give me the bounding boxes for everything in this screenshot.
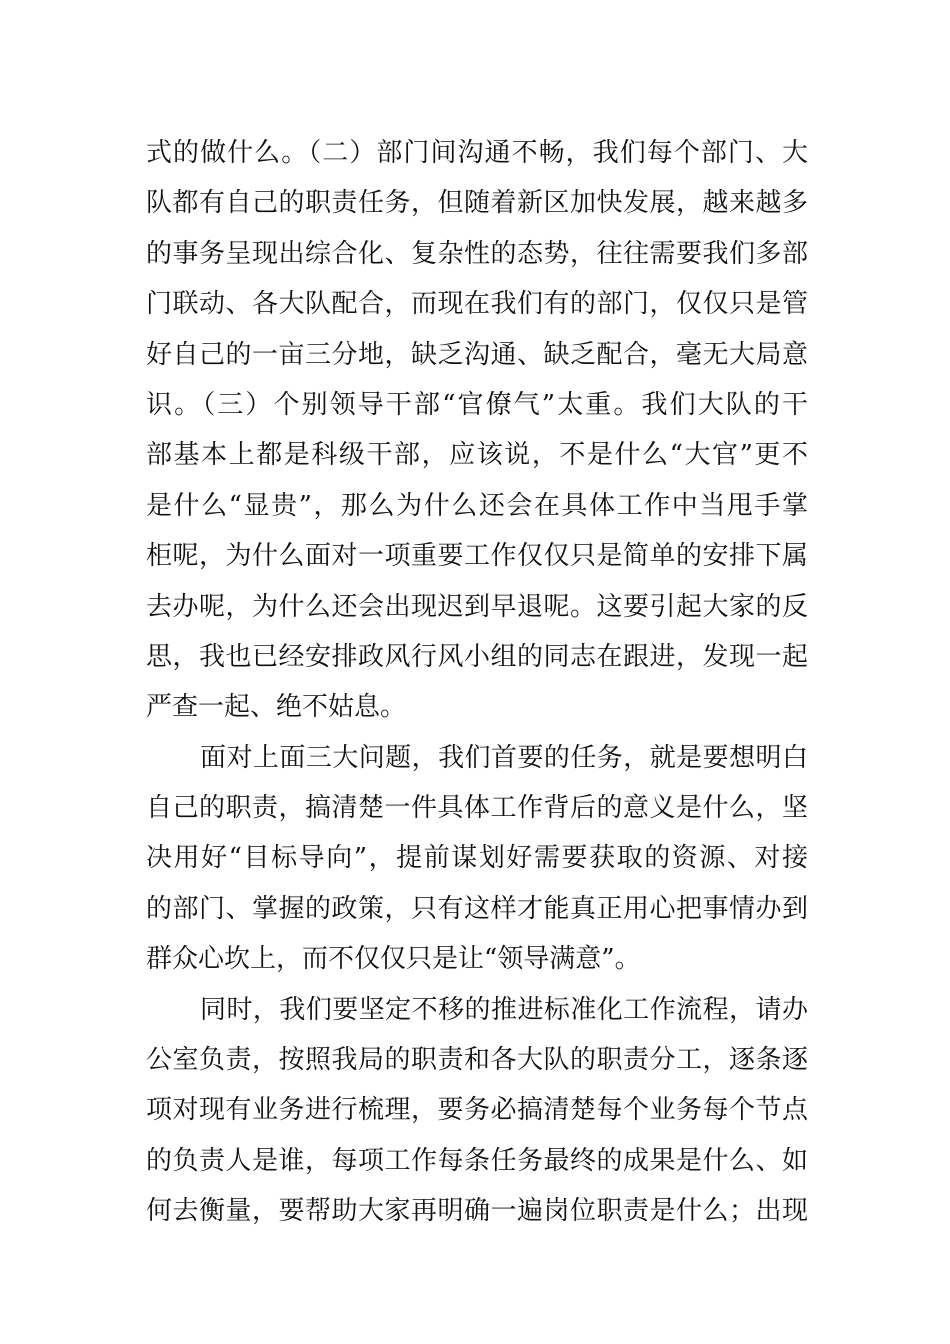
text-line: 柜呢，为什么面对一项重要工作仅仅只是简单的安排下属 xyxy=(146,541,808,572)
text-line: 思，我也已经安排政风行风小组的同志在跟进，发现一起 xyxy=(146,641,808,672)
text-line: 的部门、掌握的政策，只有这样才能真正用心把事情办到 xyxy=(146,893,808,924)
text-line: 队都有自己的职责任务，但随着新区加快发展，越来越多 xyxy=(146,188,808,219)
text-line: 式的做什么。（二）部门间沟通不畅，我们每个部门、大 xyxy=(146,138,808,168)
text-line: 好自己的一亩三分地，缺乏沟通、缺乏配合，毫无大局意 xyxy=(146,339,808,370)
text-line: 严查一起、绝不姑息。 xyxy=(146,692,407,723)
body-text xyxy=(146,128,808,1237)
paragraph-start-line: 同时，我们要坚定不移的推进标准化工作流程，请办 xyxy=(200,994,808,1025)
text-line: 的事务呈现出综合化、复杂性的态势，往往需要我们多部 xyxy=(146,238,808,269)
text-line: 群众心坎上，而不仅仅只是让“领导满意”。 xyxy=(146,944,641,975)
text-line: 决用好“目标导向”，提前谋划好需要获取的资源、对接 xyxy=(146,843,808,874)
text-line: 去办呢，为什么还会出现迟到早退呢。这要引起大家的反 xyxy=(146,591,808,622)
text-line: 部基本上都是科级干部，应该说，不是什么“大官”更不 xyxy=(146,440,808,471)
text-line: 门联动、各大队配合，而现在我们有的部门，仅仅只是管 xyxy=(146,289,808,320)
text-line: 是什么“显贵”，那么为什么还会在具体工作中当甩手掌 xyxy=(146,490,808,521)
text-line: 何去衡量，要帮助大家再明确一遍岗位职责是什么；出现 xyxy=(146,1196,808,1227)
text-line: 公室负责，按照我局的职责和各大队的职责分工，逐条逐 xyxy=(146,1045,808,1076)
text-line: 项对现有业务进行梳理，要务必搞清楚每个业务每个节点 xyxy=(146,1095,808,1126)
text-line: 自己的职责，搞清楚一件具体工作背后的意义是什么，坚 xyxy=(146,793,808,824)
text-line: 识。（三）个别领导干部“官僚气”太重。我们大队的干 xyxy=(146,389,808,420)
paragraph-start-line: 面对上面三大问题，我们首要的任务，就是要想明白 xyxy=(200,742,808,773)
text-line: 的负责人是谁，每项工作每条任务最终的成果是什么、如 xyxy=(146,1145,808,1176)
